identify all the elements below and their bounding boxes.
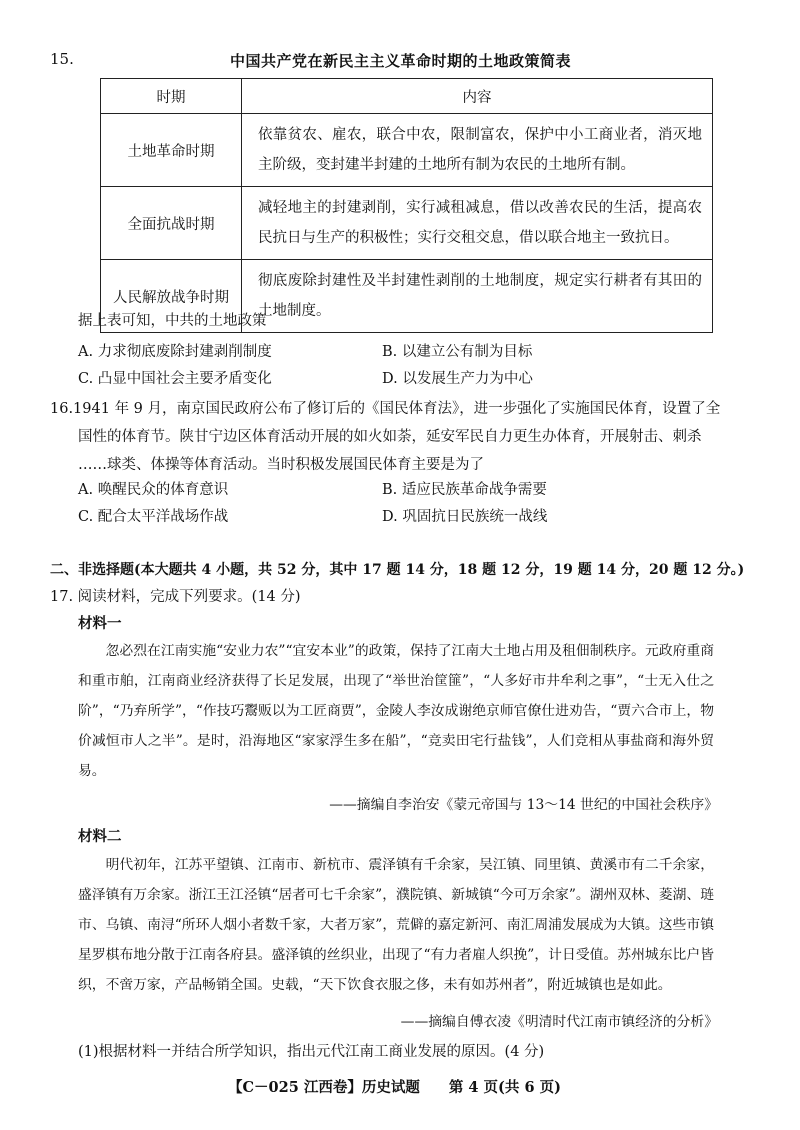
q16-option-d: D. 巩固抗日民族统一战线 (382, 509, 548, 525)
content-cell: 彻底废除封建性及半封建性剥削的土地制度，规定实行耕者有其田的土地制度。 (242, 260, 713, 333)
q17-stem: 17. 阅读材料，完成下列要求。(14 分) (50, 589, 301, 605)
material-2-label: 材料二 (78, 828, 122, 845)
question-number-15: 15. (50, 50, 74, 68)
table-row (101, 114, 713, 187)
page-footer: 【C－025 江西卷】历史试题 第 4 页(共 6 页) (228, 1079, 561, 1096)
q16-line-3: ……球类、体操等体育活动。当时积极发展国民体育主要是为了 (78, 457, 484, 473)
q16-option-a: A. 唤醒民众的体育意识 (78, 482, 229, 498)
q15-stem: 据上表可知，中共的土地政策 (78, 313, 267, 329)
section-heading: 二、非选择题(本大题共 4 小题，共 52 分，其中 17 题 14 分，18 题 12 分，19 题 14 分，20 题 12 分。) (50, 562, 745, 578)
material-2-text: 明代初年，江苏平望镇、江南市、新杭市、震泽镇有千余家，吴江镇、同里镇、黄溪市有二千余家，盛泽镇有万余家。浙江王江泾镇“居者可七千余家”，濮院镇、新城镇“今可万余家”。湖州双林、菱湖、琏市、乌镇、南浔“所环人烟小者数千家，大者万家”，荒僻的嘉定新河、南汇周浦发展成为大镇。这些市镇星罗棋布地分散于江南各府县。盛泽镇的丝织业，出现了“有力者雇人织挽”，计日受值。苏州城东比户皆织，不啻万家，产品畅销全国。史载，“天下饮食衣服之侈，未有如苏州者”，附近城镇也是如此。 (78, 857, 714, 993)
land-policy-table (100, 78, 713, 333)
material-2-source: ——摘编自傅衣凌《明清时代江南市镇经济的分析》 (400, 1014, 718, 1030)
q15-option-a: A. 力求彻底废除封建剥削制度 (78, 344, 272, 360)
table-header-row (101, 79, 713, 114)
table-row (101, 187, 713, 260)
period-cell: 全面抗战时期 (101, 187, 242, 260)
q15-option-b: B. 以建立公有制为目标 (382, 344, 533, 360)
material-1-text: 忽必烈在江南实施“安业力农”“宜安本业”的政策，保持了江南大土地占用及租佃制秩序。元政府重商和重市舶，江南商业经济获得了长足发展，出现了“举世治筐篚”，“人多好市井牟利之事”，“士无入仕之阶”，“乃弃所学”，“作技巧鬻贩以为工匠商贾”，金陵人李汝成谢绝京师官僚仕进劝告，“贾六合市上，物价减恒市人之半”。是时，沿海地区“家家浮生多在船”，“竞卖田宅行盐钱”，人们竞相从事盐商和海外贸易。 (78, 643, 714, 779)
q15-option-d: D. 以发展生产力为中心 (382, 371, 533, 387)
q16-line-1: 16.1941 年 9 月，南京国民政府公布了修订后的《国民体育法》，进一步强化了实施国民体育，设置了全 (50, 401, 721, 417)
q17-sub-question-1: (1)根据材料一并结合所学知识，指出元代江南工商业发展的原因。(4 分) (78, 1044, 545, 1060)
header-period: 时期 (101, 79, 242, 114)
q15-option-c: C. 凸显中国社会主要矛盾变化 (78, 371, 272, 387)
material-1-label: 材料一 (78, 615, 122, 632)
q16-option-c: C. 配合太平洋战场作战 (78, 509, 229, 525)
table-title: 中国共产党在新民主主义革命时期的土地政策简表 (230, 52, 572, 70)
header-content: 内容 (242, 79, 713, 114)
content-cell: 减轻地主的封建剥削，实行减租减息，借以改善农民的生活，提高农民抗日与生产的积极性；实行交租交息，借以联合地主一致抗日。 (242, 187, 713, 260)
period-cell: 人民解放战争时期 (101, 260, 242, 333)
period-cell: 土地革命时期 (101, 114, 242, 187)
q16-line-2: 国性的体育节。陕甘宁边区体育活动开展的如火如荼，延安军民自力更生办体育，开展射击、刺杀 (78, 429, 702, 445)
material-1-source: ——摘编自李治安《蒙元帝国与 13～14 世纪的中国社会秩序》 (329, 797, 718, 813)
content-cell: 依靠贫农、雇农，联合中农，限制富农，保护中小工商业者，消灭地主阶级，变封建半封建的土地所有制为农民的土地所有制。 (242, 114, 713, 187)
q16-option-b: B. 适应民族革命战争需要 (382, 482, 547, 498)
